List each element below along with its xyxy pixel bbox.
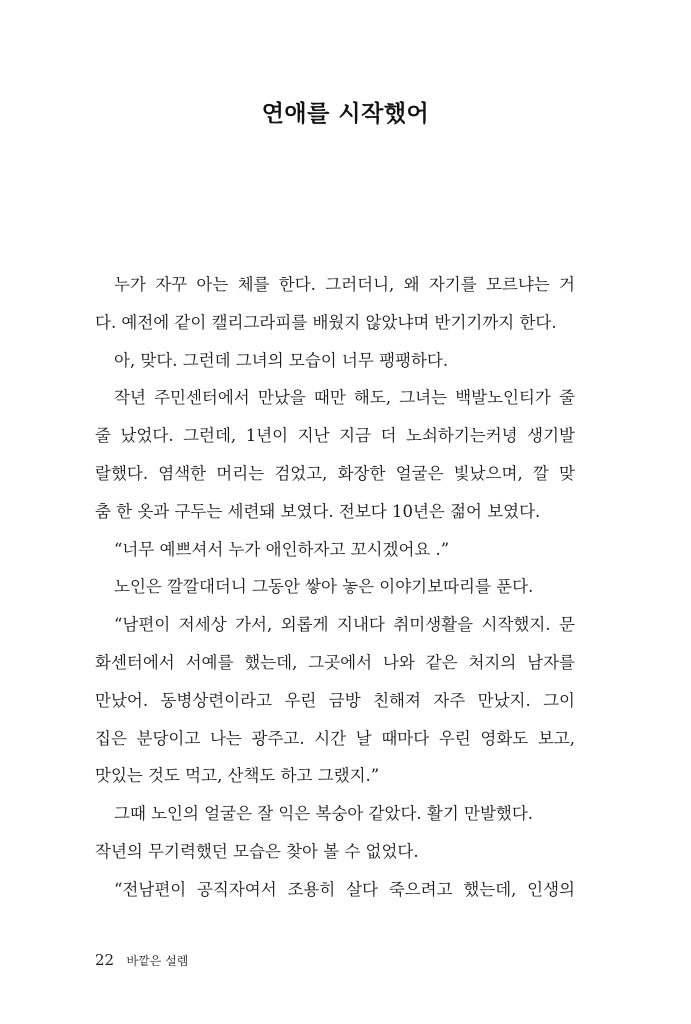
body-text xyxy=(95,266,575,909)
text-line: 그때 노인의 얼굴은 잘 익은 복숭아 같았다. 활기 만발했다. xyxy=(114,804,534,824)
text-line: 랄했다. 염색한 머리는 검었고, 화장한 얼굴은 빛났으며, 깔 맞 xyxy=(95,463,575,483)
page-number: 22 xyxy=(95,951,115,969)
text-line: 다. 예전에 같이 캘리그라피를 배웠지 않았냐며 반기기까지 한다. xyxy=(95,312,557,332)
page-footer xyxy=(95,951,188,969)
text-line: 누가 자꾸 아는 체를 한다. 그러더니, 왜 자기를 모르냐는 거 xyxy=(114,275,575,294)
text-line: 춤 한 옷과 구두는 세련돼 보였다. 전보다 10년은 젊어 보였다. xyxy=(95,501,541,521)
text-line: 작년 주민센터에서 만났을 때만 해도, 그녀는 백발노인티가 줄 xyxy=(114,388,575,408)
text-line: 집은 분당이고 나는 광주고. 시간 날 때마다 우린 영화도 보고, xyxy=(95,728,575,748)
text-line: 노인은 깔깔대더니 그동안 쌓아 놓은 이야기보따리를 푼다. xyxy=(114,577,534,597)
text-line: 줄 났었다. 그런데, 1년이 지난 지금 더 노쇠하기는커녕 생기발 xyxy=(95,426,575,446)
text-line: “남편이 저세상 가서, 외롭게 지내다 취미생활을 시작했지. 문 xyxy=(114,615,575,635)
book-title: 바깥은 설렘 xyxy=(126,954,189,968)
text-line: “전남편이 공직자여서 조용히 살다 죽으려고 했는데, 인생의 xyxy=(114,879,575,899)
text-line: 아, 맞다. 그런데 그녀의 모습이 너무 팽팽하다. xyxy=(114,350,449,370)
text-line: 작년의 무기력했던 모습은 찾아 볼 수 없었다. xyxy=(95,841,419,861)
text-line: “너무 예쁘셔서 누가 애인하자고 꼬시겠어요 .” xyxy=(114,539,450,559)
text-line: 맛있는 것도 먹고, 산책도 하고 그랬지.” xyxy=(95,766,380,786)
text-line: 화센터에서 서예를 했는데, 그곳에서 나와 같은 처지의 남자를 xyxy=(95,652,575,672)
chapter-title: 연애를 시작했어 xyxy=(261,101,430,128)
text-line: 만났어. 동병상련이라고 우린 금방 친해져 자주 만났지. 그이 xyxy=(95,690,575,710)
